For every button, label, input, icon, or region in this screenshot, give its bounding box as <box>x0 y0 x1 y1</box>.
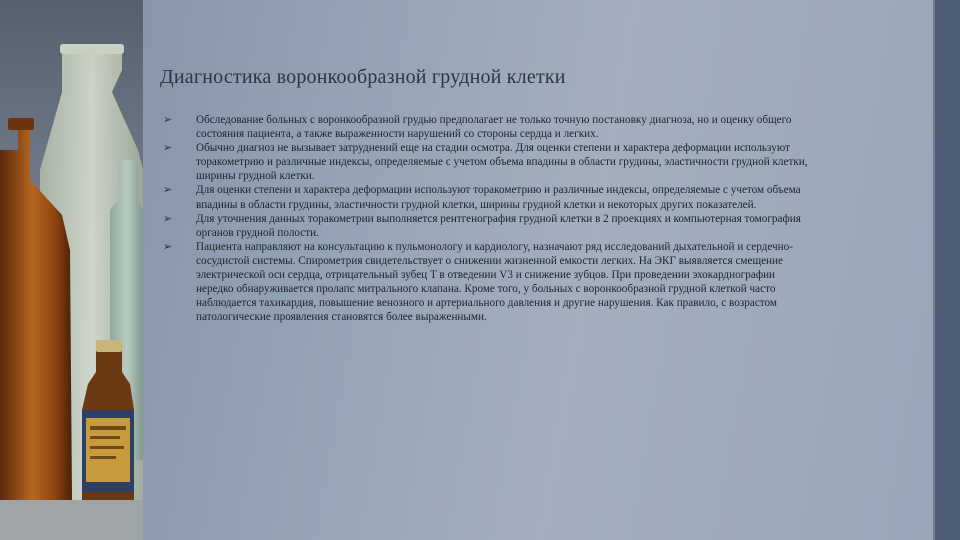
arrow-bullet-icon: ➢ <box>163 211 173 225</box>
bullet-text: Для оценки степени и характера деформации используют торакометрию и различные индексы, определяемые с учетом объема впадины в области грудины, эластичности грудной клетки, ширины грудной клетки и некоторых других показателей. <box>196 184 801 211</box>
slide-title: Диагностика воронкообразной грудной клетки <box>160 66 566 88</box>
arrow-bullet-icon: ➢ <box>163 239 173 253</box>
bullet-text: Обычно диагноз не вызывает затруднений еще на стадии осмотра. Для оценки степени и характера деформации используют торакометрию и различные индексы, определяемые с учетом объема впадины в области грудины, эластичности грудной клетки, ширины грудной клетки. <box>196 142 808 183</box>
arrow-bullet-icon: ➢ <box>163 183 173 197</box>
bullet-text: Обследование больных с воронкообразной грудью предполагает не только точную постановку диагноза, но и оценку общего состояния пациента, а также выраженности нарушений со стороны сердца и легких. <box>196 114 792 141</box>
arrow-bullet-icon: ➢ <box>163 113 173 126</box>
bottles-photo <box>0 0 143 540</box>
bottles-illustration <box>0 0 143 540</box>
bullet-text: Пациента направляют на консультацию к пульмонологу и кардиологу, назначают ряд исследований дыхательной и сердечно-сосудистой системы. Спирометрия свидетельствует о снижении жизненной емкости легких. На ЭКГ выявляется смещение электрической оси сердца, отрицательный зубец T в отведении V3 и снижение зубцов. При проведении эхокардиографии нередко обнаруживается пролапс митрального клапана. Кроме того, у больных с воронкообразной грудной клеткой часто наблюдается тахикардия, повышение венозного и артериального давления и другие нарушения. Как правило, с возрастом патологические проявления становятся более выраженными. <box>196 240 793 324</box>
right-accent-stripe <box>935 0 960 540</box>
bullet-item <box>163 113 808 141</box>
arrow-bullet-icon: ➢ <box>163 141 173 155</box>
bullet-item <box>163 212 808 240</box>
bullet-item <box>163 183 808 211</box>
bullet-list <box>163 113 808 324</box>
bullet-text: Для уточнения данных торакометрии выполняется рентгенография грудной клетки в 2 проекциях и компьютерная томография органов грудной полости. <box>196 212 801 239</box>
bullet-item <box>163 240 808 325</box>
bullet-item <box>163 141 808 183</box>
